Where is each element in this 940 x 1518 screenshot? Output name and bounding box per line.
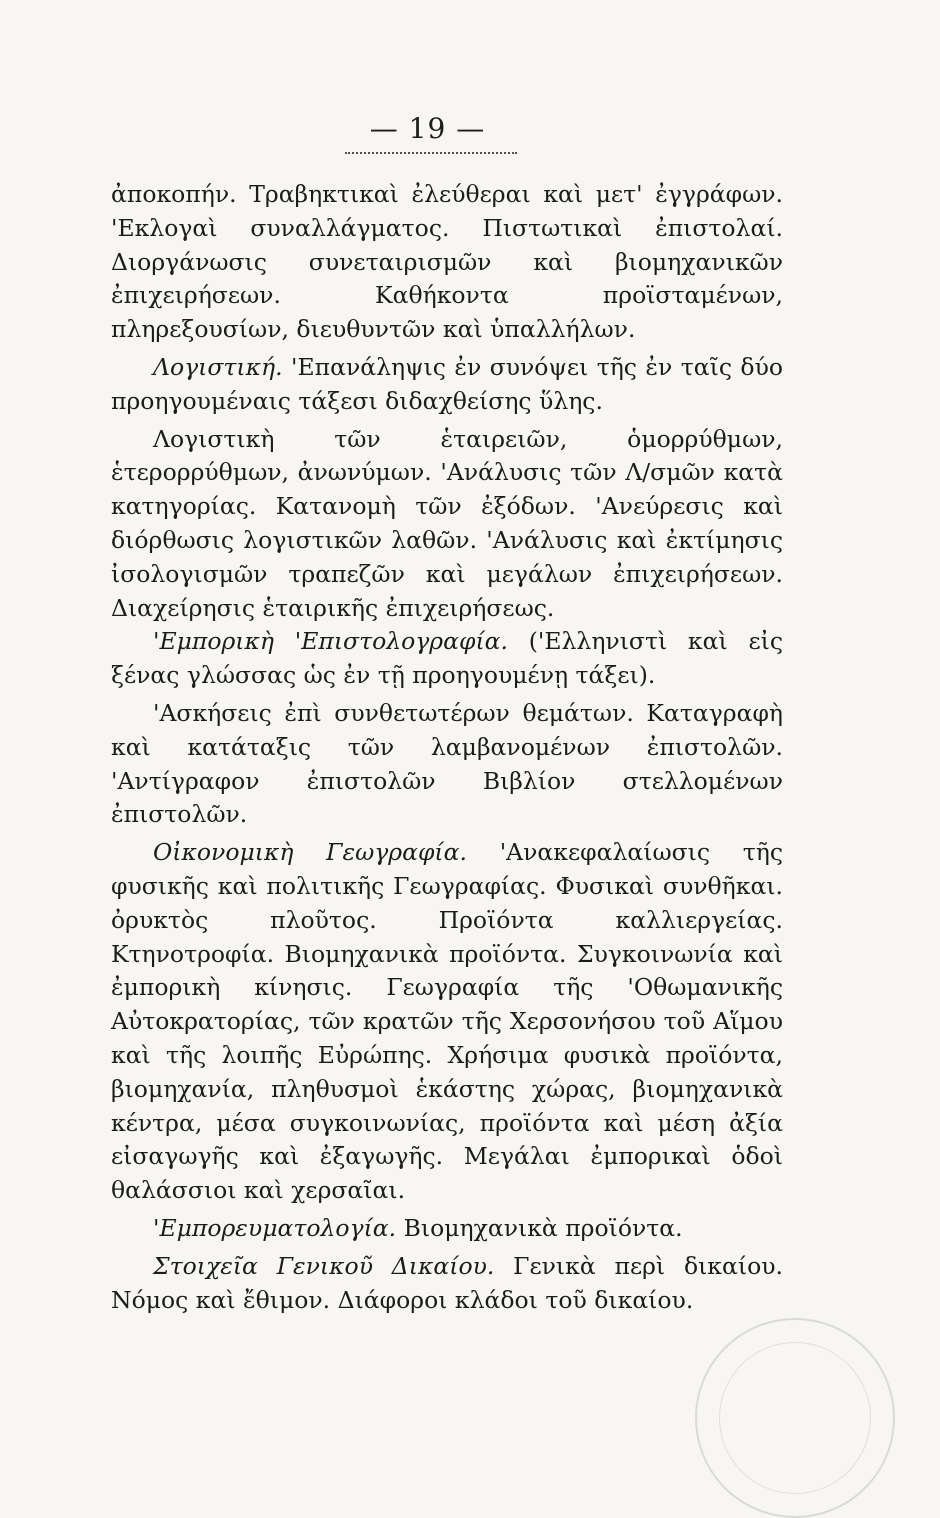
paragraph	[111, 1250, 783, 1318]
section-heading-emporeumatologia: 'Εμπορευματολογία.	[153, 1213, 397, 1242]
page-number-underline	[345, 152, 517, 154]
page-body	[111, 178, 783, 1317]
paragraph-text: Λογιστικὴ τῶν ἑταιρειῶν, ὁμορρύθμων, ἑτερορρύθμων, ἀνωνύμων. 'Ανάλυσις τῶν Λ/σμῶν κατὰ κατηγορίας. Κατανομὴ τῶν ἐξόδων. 'Ανεύρεσις καὶ διόρθωσις λογιστικῶν λαθῶν. 'Ανάλυσις καὶ ἐκτίμησις ἰσολογισμῶν τραπεζῶν καὶ μεγάλων ἐπιχειρήσεων. Διαχείρησις ἑταιρικῆς ἐπιχειρήσεως.	[111, 424, 783, 622]
paragraph-text: ('Ελληνιστὶ καὶ εἰς ξένας γλώσσας ὡς ἐν τῇ προηγουμένῃ τάξει).	[111, 627, 783, 690]
paragraph	[111, 697, 783, 832]
section-heading-logistiki: Λογιστική.	[153, 352, 283, 381]
paragraph	[111, 625, 783, 693]
paragraph-text: Βιομηχανικὰ προϊόντα.	[396, 1213, 683, 1242]
paragraph-text: Γενικὰ περὶ δικαίου. Νόμος καὶ ἔθιμον. Διάφοροι κλάδοι τοῦ δικαίου.	[111, 1251, 783, 1314]
library-stamp	[695, 1318, 895, 1518]
paragraph-text: 'Επανάληψις ἐν συνόψει τῆς ἐν ταῖς δύο προηγουμέναις τάξεσι διδαχθείσης ὕλης.	[111, 352, 783, 415]
paragraph	[111, 178, 783, 347]
paragraph-text: ἀποκοπήν. Τραβηκτικαὶ ἐλεύθεραι καὶ μετ' ἐγγράφων. 'Εκλογαὶ συναλλάγματος. Πιστωτικαὶ ἐπιστολαί. Διοργάνωσις συνεταιρισμῶν καὶ βιομηχανικῶν ἐπιχειρήσεων. Καθήκοντα προϊσταμένων, πληρεξουσίων, διευθυντῶν καὶ ὑπαλλήλων.	[111, 180, 783, 344]
section-heading-epistolografia: 'Εμπορικὴ 'Επιστολογραφία.	[153, 627, 508, 656]
section-heading-dikaiou: Στοιχεῖα Γενικοῦ Δικαίου.	[153, 1251, 495, 1280]
paragraph	[111, 1212, 783, 1246]
paragraph-text: 'Ασκήσεις ἐπὶ συνθετωτέρων θεμάτων. Καταγραφὴ καὶ κατάταξις τῶν λαμβανομένων ἐπιστολῶν. 'Αντίγραφον ἐπιστολῶν Βιβλίον στελλομένων ἐπιστολῶν.	[111, 698, 783, 829]
paragraph	[111, 836, 783, 1208]
paragraph	[111, 423, 783, 626]
section-heading-geografia: Οἰκονομικὴ Γεωγραφία.	[153, 838, 467, 867]
paragraph-text: 'Ανακεφαλαίωσις τῆς φυσικῆς καὶ πολιτικῆς Γεωγραφίας. Φυσικαὶ συνθῆκαι. ὀρυκτὸς πλοῦτος. Προϊόντα καλλιεργείας. Κτηνοτροφία. Βιομηχανικὰ προϊόντα. Συγκοινωνία καὶ ἐμπορικὴ κίνησις. Γεωγραφία τῆς 'Οθωμανικῆς Αὐτοκρατορίας, τῶν κρατῶν τῆς Χερσονήσου τοῦ Αἵμου καὶ τῆς λοιπῆς Εὐρώπης. Χρήσιμα φυσικὰ προϊόντα, βιομηχανία, πληθυσμοὶ ἑκάστης χώρας, βιομηχανικὰ κέντρα, μέσα συγκοινωνίας, προϊόντα καὶ μέση ἀξία εἰσαγωγῆς καὶ ἐξαγωγῆς. Μεγάλαι ἐμπορικαὶ ὁδοὶ θαλάσσιοι καὶ χερσαῖαι.	[111, 838, 783, 1205]
page-number: — 19 —	[369, 112, 486, 145]
paragraph	[111, 351, 783, 419]
